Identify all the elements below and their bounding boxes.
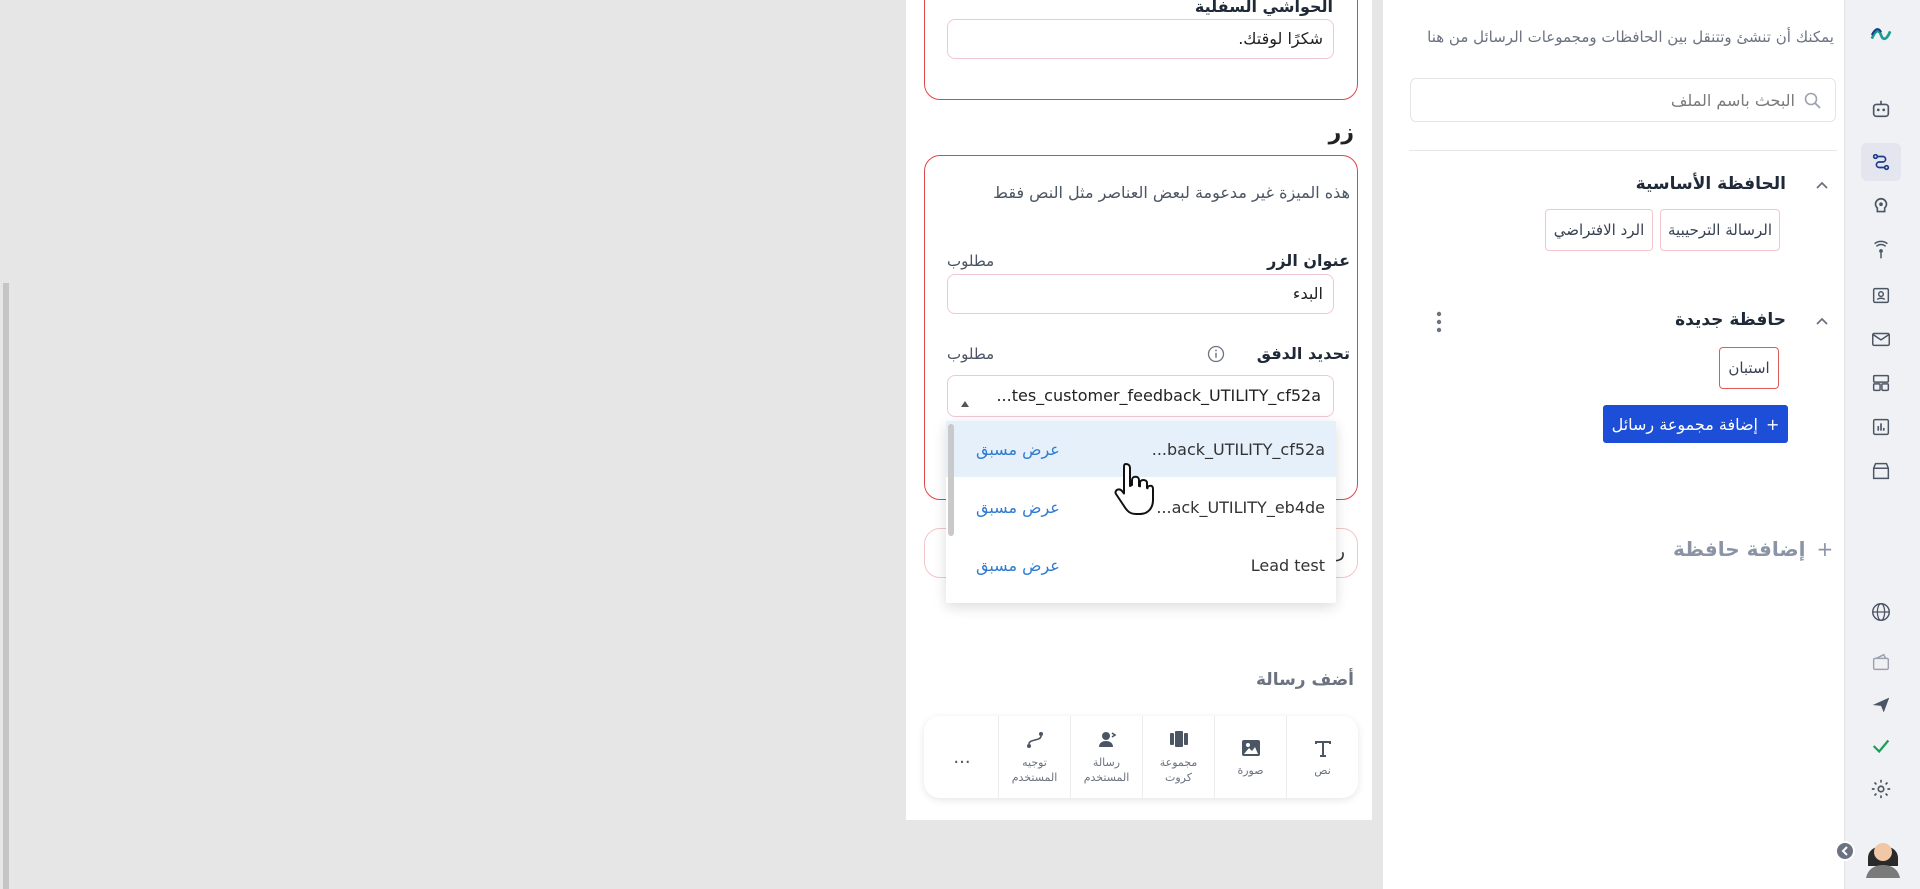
icon-rail (1844, 0, 1920, 889)
info-icon[interactable] (1207, 345, 1225, 363)
mail-icon[interactable] (1866, 324, 1896, 354)
folder-title-new[interactable]: حافظة جديدة (1675, 310, 1786, 330)
chip-survey[interactable]: استبان (1719, 347, 1779, 389)
cards-icon (1168, 729, 1190, 751)
add-message-group-button[interactable] (1603, 405, 1788, 443)
option-name: Lead test (1250, 556, 1325, 575)
button-note: هذه الميزة غير مدعومة لبعض العناصر مثل النص فقط (993, 183, 1350, 202)
broadcast-icon[interactable] (1866, 236, 1896, 266)
message-type-toolbar (924, 716, 1358, 798)
button-title-label: عنوان الزر (1267, 251, 1350, 270)
tool-image[interactable] (1214, 716, 1286, 798)
tool-label: صورة (1237, 763, 1264, 777)
add-message-title: أضف رسالة (1256, 670, 1354, 690)
tool-route[interactable] (998, 716, 1070, 798)
chevron-up-icon[interactable] (1814, 177, 1830, 193)
plus-icon: + (1816, 537, 1834, 561)
search-icon (1803, 91, 1823, 111)
tool-user-message[interactable] (1070, 716, 1142, 798)
check-icon[interactable] (1866, 731, 1896, 761)
tool-label: رسالة المستخدم (1083, 756, 1130, 784)
brain-icon[interactable] (1866, 192, 1896, 222)
chip-default-reply[interactable]: الرد الافتراضي (1545, 209, 1653, 251)
text-icon (1312, 737, 1334, 759)
tool-text[interactable] (1286, 716, 1358, 798)
avatar[interactable] (1860, 828, 1906, 878)
analytics-icon[interactable] (1866, 412, 1896, 442)
search-input[interactable] (1455, 89, 1795, 111)
flow-select-value: ...tes_customer_feedback_UTILITY_cf52a (996, 386, 1321, 405)
route-icon (1024, 729, 1046, 751)
tool-label: نص (1314, 763, 1331, 777)
collapse-sidebar-icon[interactable] (1835, 841, 1855, 861)
button-title-required: مطلوب (947, 252, 995, 270)
logo-icon[interactable] (1866, 20, 1896, 50)
wallet-icon[interactable] (1866, 647, 1896, 677)
flow-dropdown (946, 421, 1336, 603)
flows-icon[interactable] (1861, 143, 1901, 181)
tool-label: توجيه المستخدم (1011, 756, 1058, 784)
folder-title-main[interactable]: الحافظة الأساسية (1635, 174, 1786, 194)
add-group-label: إضافة مجموعة رسائل (1611, 414, 1758, 434)
gear-icon[interactable] (1866, 774, 1896, 804)
chip-welcome[interactable]: الرسالة الترحيبية (1660, 209, 1780, 251)
more-icon: ... (953, 746, 971, 768)
panel-hint: يمكنك أن تنشئ وتتنقل بين الحافظات ومجموعات الرسائل من هنا (1427, 28, 1834, 46)
bot-icon[interactable] (1866, 94, 1896, 124)
tool-label: مجموعة كروت (1159, 756, 1198, 784)
option-preview-link[interactable]: عرض مسبق (976, 498, 1060, 517)
add-folder-button[interactable] (1673, 537, 1833, 561)
contacts-icon[interactable] (1866, 280, 1896, 310)
button-title-input[interactable]: البدء (947, 274, 1334, 314)
flow-select[interactable] (947, 375, 1334, 417)
dropdown-option[interactable] (946, 421, 1336, 477)
dropdown-option[interactable] (946, 479, 1336, 535)
option-name: ...back_UTILITY_cf52a (1151, 440, 1325, 459)
dropdown-scrollbar[interactable] (948, 424, 954, 536)
tool-more[interactable] (926, 716, 998, 798)
flow-label: تحديد الدفق (1256, 344, 1350, 363)
flow-required: مطلوب (947, 345, 995, 363)
flow-panel (1382, 0, 1844, 889)
plus-icon: + (1766, 414, 1780, 434)
option-preview-link[interactable]: عرض مسبق (976, 556, 1060, 575)
button-section-title: زر (1328, 120, 1354, 145)
footer-input[interactable]: شكرًا لوقتك. (947, 19, 1334, 59)
user-message-icon (1096, 729, 1118, 751)
footer-card (924, 0, 1358, 100)
templates-icon[interactable] (1866, 368, 1896, 398)
message-editor (905, 0, 1373, 820)
store-icon[interactable] (1866, 456, 1896, 486)
image-icon (1240, 737, 1262, 759)
next-card-text: ر (1336, 541, 1345, 562)
option-preview-link[interactable]: عرض مسبق (976, 440, 1060, 459)
globe-icon[interactable] (1866, 597, 1896, 627)
search-box (1410, 78, 1836, 122)
kebab-menu-icon[interactable] (1435, 310, 1443, 334)
tool-cards[interactable] (1142, 716, 1214, 798)
send-icon[interactable] (1866, 690, 1896, 720)
add-folder-label: إضافة حافظة (1673, 537, 1806, 561)
caret-up-icon (960, 393, 970, 401)
dropdown-option[interactable] (946, 537, 1336, 593)
panel-divider (1409, 150, 1837, 151)
chevron-up-icon[interactable] (1814, 313, 1830, 329)
option-name: ...ack_UTILITY_eb4de (1156, 498, 1325, 517)
footer-label: الحواشي السفلية (1194, 0, 1333, 16)
left-scrollbar[interactable] (3, 283, 9, 889)
